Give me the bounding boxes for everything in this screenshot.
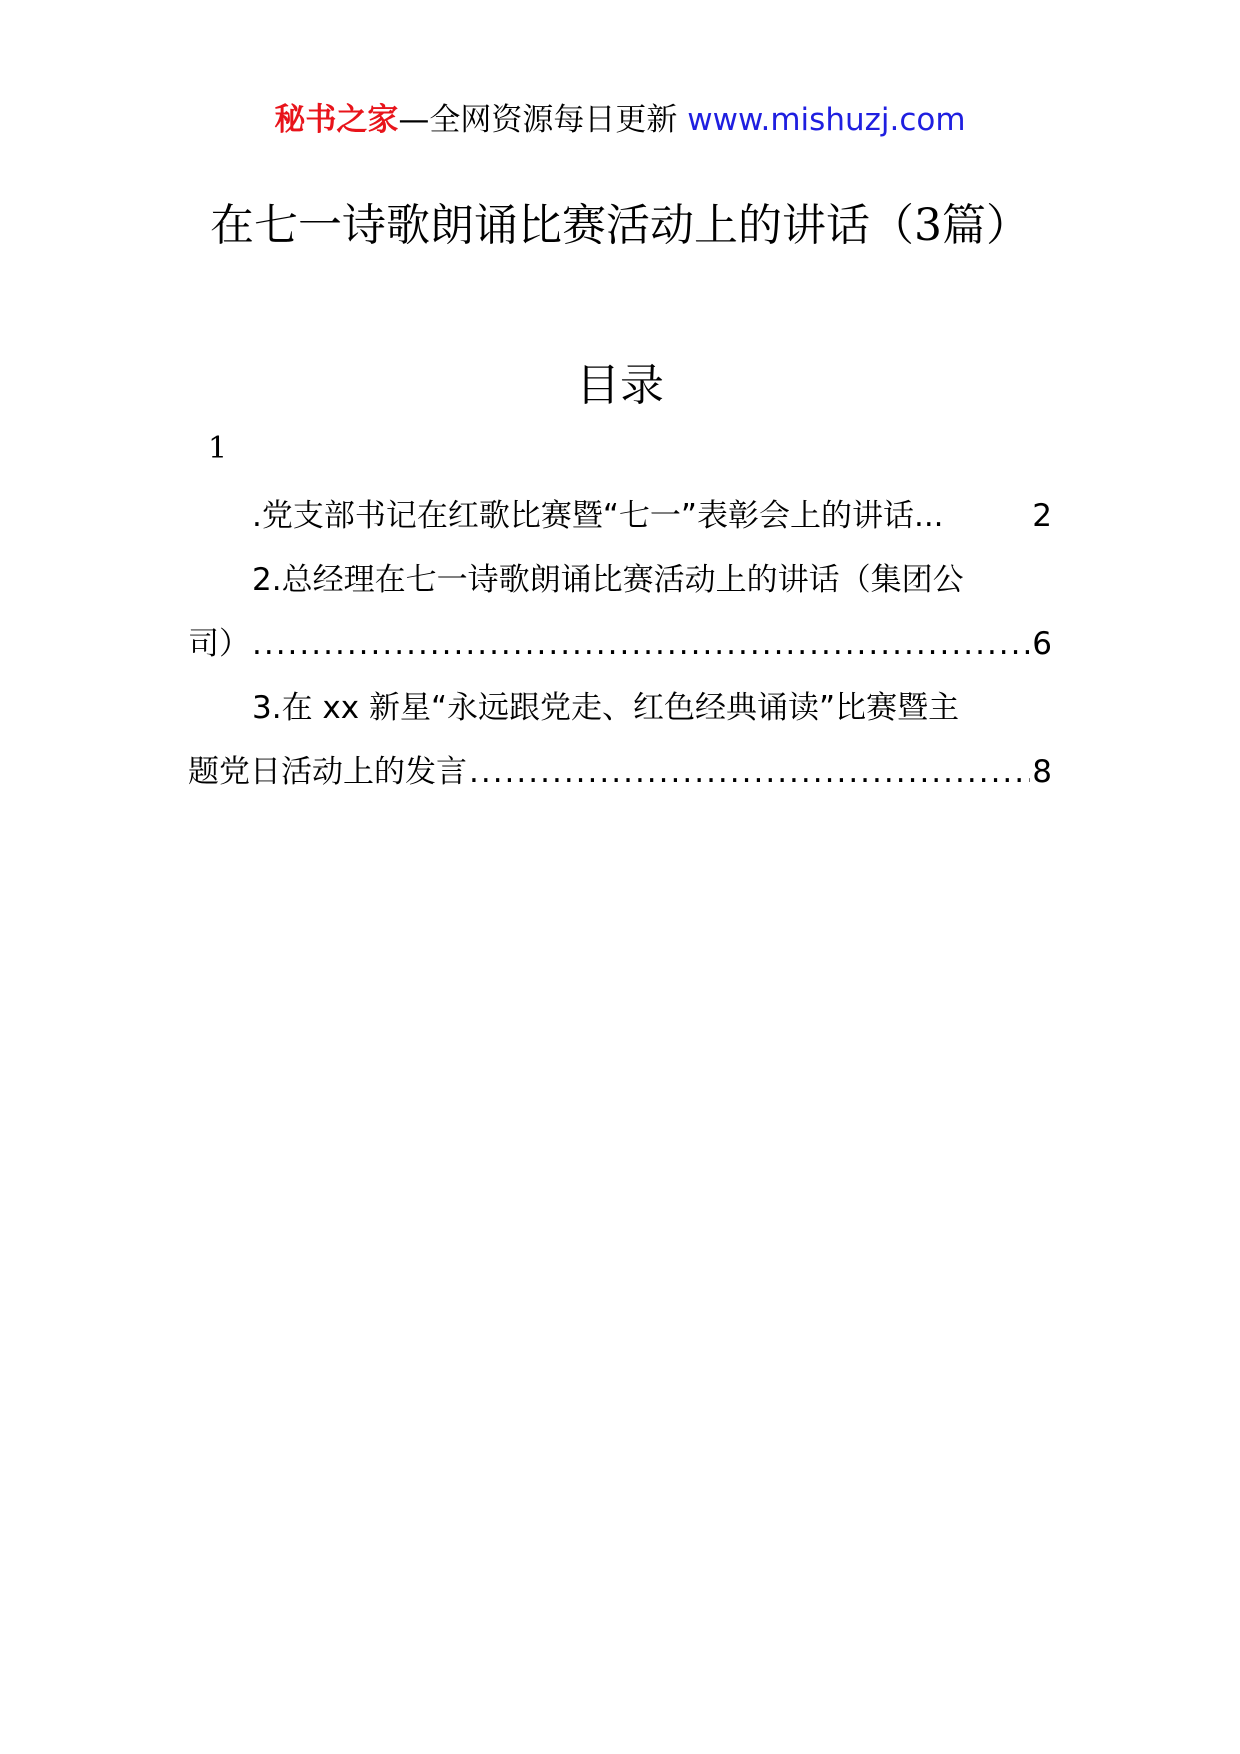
toc-item-1-page: 2 [1032, 498, 1052, 534]
toc-item-1[interactable] [188, 484, 1052, 548]
toc-item-2-leader [252, 612, 1030, 676]
toc-heading: 目录 [576, 360, 664, 411]
title-count: 3 [914, 200, 942, 251]
toc-item-3-continuation[interactable] [188, 740, 1052, 804]
title-prefix: 在七一诗歌朗诵比赛活动上的讲话（ [210, 200, 914, 251]
toc-item-3-leader [469, 740, 1030, 804]
toc-item-2-title-line2: 司） [188, 626, 250, 662]
header-tagline: —全网资源每日更新 [398, 102, 678, 138]
title-suffix: 篇） [942, 200, 1030, 251]
toc-item-3-page: 8 [1032, 754, 1052, 790]
brand-name: 秘书之家 [274, 102, 399, 138]
toc-item-1-title: .党支部书记在红歌比赛暨“七一”表彰会上的讲话... [252, 498, 944, 534]
site-url-link[interactable]: www.mishuzj.com [687, 102, 966, 138]
site-header [0, 100, 1240, 140]
toc-item-3-title-line2: 题党日活动上的发言 [188, 754, 467, 790]
table-of-contents [188, 484, 1052, 804]
toc-item-3[interactable] [188, 676, 1052, 740]
toc-item-2-page: 6 [1032, 626, 1052, 662]
document-title [0, 196, 1240, 256]
toc-stray-number: 1 [208, 431, 228, 466]
toc-item-2-continuation[interactable] [188, 612, 1052, 676]
toc-item-2[interactable] [188, 548, 1052, 612]
toc-item-3-title-line1: 3.在 xx 新星“永远跟党走、红色经典诵读”比赛暨主 [252, 690, 960, 726]
toc-item-2-title-line1: 2.总经理在七一诗歌朗诵比赛活动上的讲话（集团公 [252, 562, 964, 598]
